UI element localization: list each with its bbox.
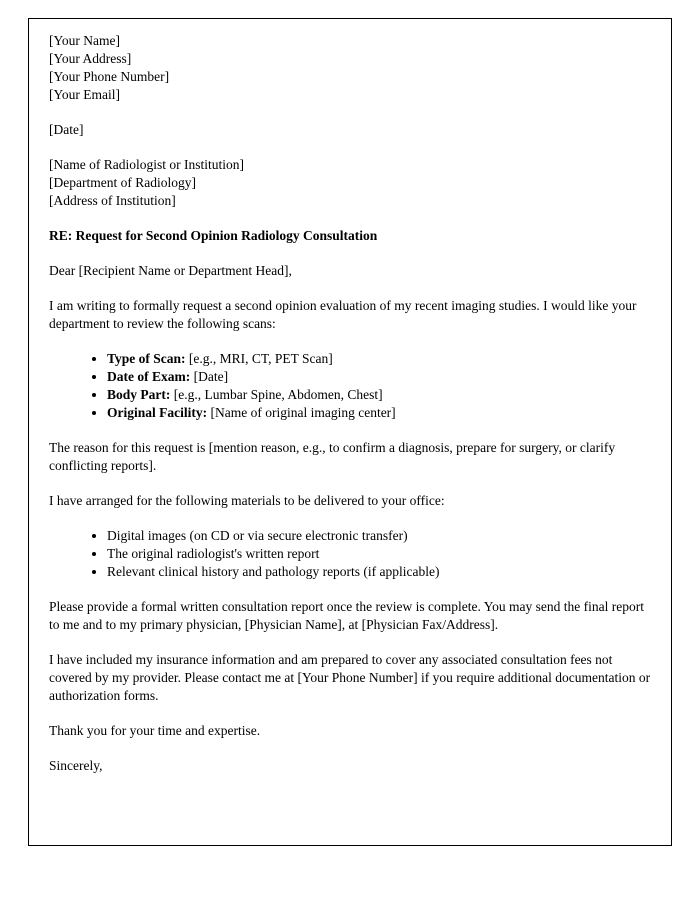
sender-email-line: [Your Email] [49,87,121,102]
materials-intro-paragraph: I have arranged for the following materials to be delivered to your office: [49,493,445,508]
scan-detail-label: Date of Exam: [107,369,191,384]
scan-details-list [49,350,651,422]
scan-detail-item [107,386,651,404]
subject-line: RE: Request for Second Opinion Radiology Consultation [49,228,378,243]
scan-detail-item [107,368,651,386]
intro-paragraph: I am writing to formally request a second opinion evaluation of my recent imaging studies. I would like your department to review the following scans: [49,298,637,331]
scan-detail-value: [Name of original imaging center] [210,405,396,420]
scan-detail-value: [Date] [193,369,229,384]
sender-phone-line: [Your Phone Number] [49,69,170,84]
materials-list [49,527,651,581]
letter-frame [28,18,672,846]
scan-detail-value: [e.g., Lumbar Spine, Abdomen, Chest] [173,387,383,402]
closing-line: Sincerely, [49,758,103,773]
recipient-address-line: [Address of Institution] [49,193,176,208]
report-paragraph: Please provide a formal written consultation report once the review is complete. You may send the final report to me and to my primary physician, [Physician Name], at [Physician Fax/Address]. [49,599,644,632]
letter-body [29,19,671,775]
sender-address-block [49,32,651,104]
material-item: • The original radiologist's written report [107,545,651,563]
insurance-paragraph: I have included my insurance information and am prepared to cover any associated consultation fees not covered by my provider. Please contact me at [Your Phone Number] if you require additional documentation or authorization forms. [49,652,651,703]
sender-address-line: [Your Address] [49,51,132,66]
scan-detail-label: Type of Scan: [107,351,186,366]
scan-detail-item [107,404,651,422]
recipient-address-block [49,156,651,210]
reason-paragraph: The reason for this request is [mention reason, e.g., to confirm a diagnosis, prepare for surgery, or clarify conflicting reports]. [49,440,616,473]
date-block [49,121,651,139]
recipient-department-line: [Department of Radiology] [49,175,196,190]
scan-detail-label: Original Facility: [107,405,208,420]
material-item: • Relevant clinical history and pathology reports (if applicable) [107,563,651,581]
thanks-paragraph: Thank you for your time and expertise. [49,723,261,738]
scan-detail-label: Body Part: [107,387,171,402]
recipient-name-line: [Name of Radiologist or Institution] [49,157,244,172]
material-item: • Digital images (on CD or via secure electronic transfer) [107,527,651,545]
salutation: Dear [Recipient Name or Department Head], [49,263,292,278]
sender-name-line: [Your Name] [49,33,120,48]
scan-detail-value: [e.g., MRI, CT, PET Scan] [188,351,333,366]
scan-detail-item [107,350,651,368]
date-line: [Date] [49,122,84,137]
